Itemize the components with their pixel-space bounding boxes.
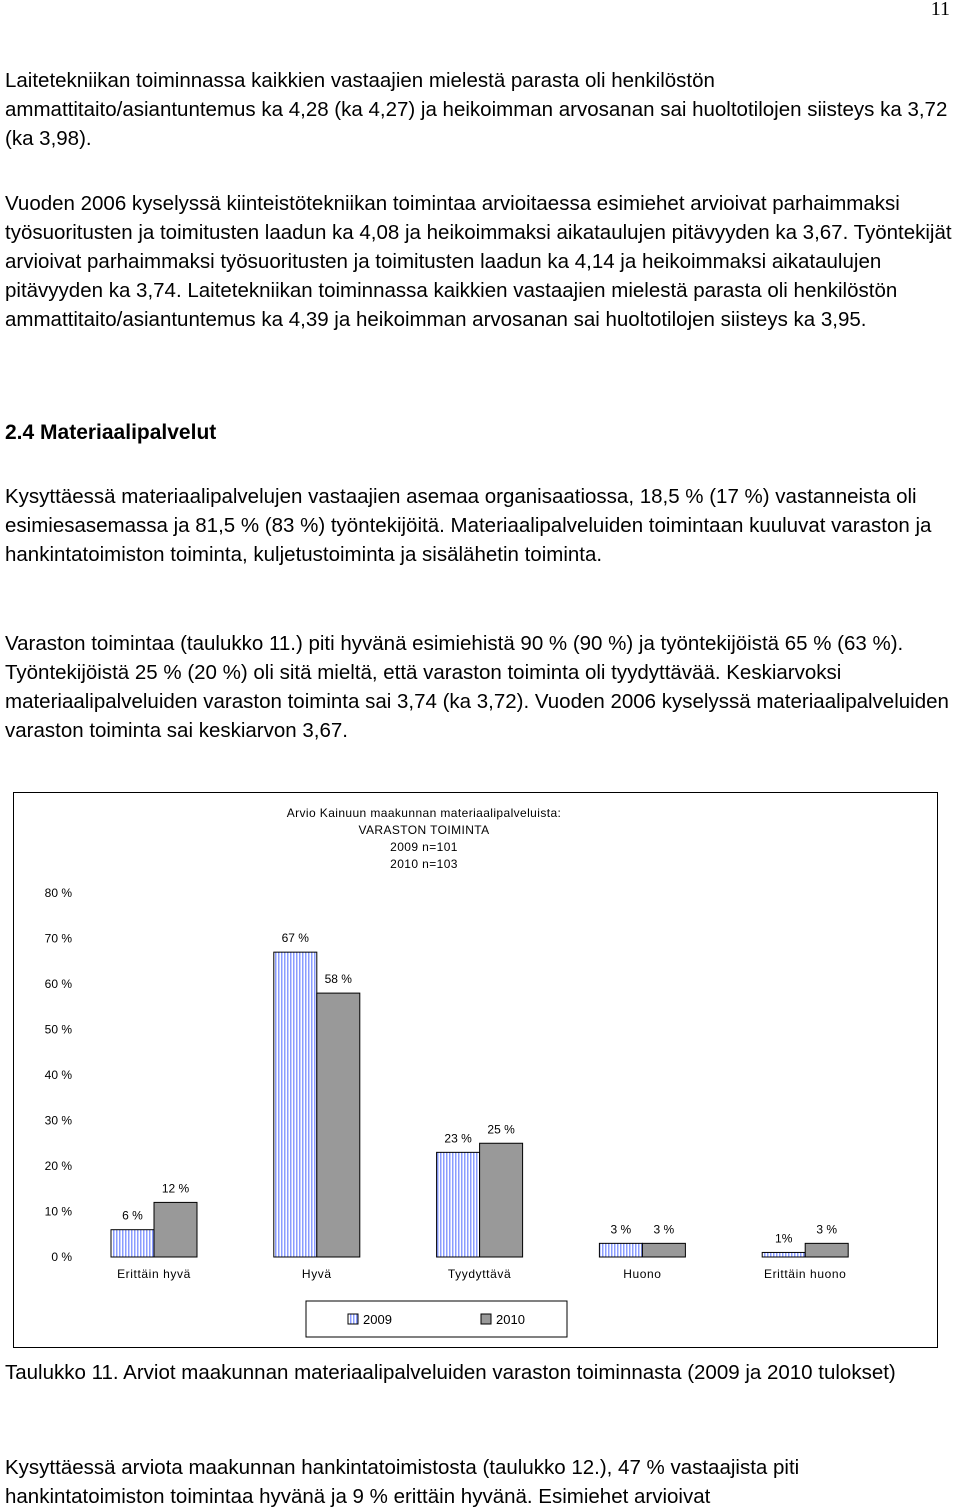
y-tick-label: 20 % (44, 1159, 72, 1173)
data-label: 3 % (653, 1222, 675, 1237)
bar-2010-1 (317, 993, 360, 1257)
data-label: 23 % (444, 1131, 472, 1146)
chart-title-line-2: VARASTON TOIMINTA (358, 823, 490, 837)
y-tick-label: 70 % (44, 931, 72, 946)
bar-2010-3 (642, 1243, 685, 1257)
data-label: 1% (775, 1231, 793, 1246)
bar-2009-4 (762, 1252, 805, 1257)
chart-title-line-3: 2009 n=101 (390, 840, 458, 854)
legend (306, 1301, 567, 1337)
y-tick-label: 50 % (44, 1022, 72, 1037)
chart-title-line-1: Arvio Kainuun maakunnan materiaalipalveluista: (286, 806, 562, 820)
data-label: 6 % (122, 1208, 143, 1223)
chart-title (287, 806, 562, 871)
bar-2010-2 (480, 1143, 523, 1257)
legend-swatch-2009 (348, 1314, 358, 1324)
bar-2009-2 (437, 1152, 480, 1257)
y-tick-label: 10 % (44, 1204, 72, 1219)
y-tick-label: 0 % (51, 1250, 72, 1264)
bar-chart (14, 793, 937, 1347)
data-label: 58 % (324, 972, 352, 987)
y-tick-label: 80 % (44, 886, 72, 900)
page-number: 11 (930, 0, 950, 20)
x-tick-label: Erittäin hyvä (117, 1267, 191, 1281)
data-label: 3 % (610, 1222, 632, 1237)
data-label: 3 % (816, 1222, 838, 1237)
paragraph-asema: Kysyttäessä materiaalipalvelujen vastaajien asemaa organisaatiossa, 18,5 % (17 %) vastanneista oli esimiesasemassa ja 81,5 % (83 %) työntekijöitä. Materiaalipalveluiden toimintaan kuuluvat varaston ja hankintatoimiston toiminta, kuljetustoiminta ja sisälähetin toiminta. (5, 485, 932, 566)
bar-2009-0 (111, 1230, 154, 1257)
bar-2009-1 (274, 952, 317, 1257)
paragraph-hankintatoimisto: Kysyttäessä arviota maakunnan hankintatoimistosta (taulukko 12.), 47 % vastaajista piti hankintatoimiston toimintaa hyvänä ja 9 % erittäin hyvänä. Esimiehet arvioivat (5, 1456, 800, 1508)
bar-2010-4 (805, 1243, 848, 1257)
chart-frame (13, 792, 938, 1348)
plot-area (45, 886, 905, 1281)
table-caption: Taulukko 11. Arviot maakunnan materiaalipalveluiden varaston toiminnasta (2009 ja 2010 tulokset) (5, 1361, 896, 1384)
x-tick-label: Huono (623, 1267, 662, 1281)
data-label: 12 % (161, 1181, 190, 1196)
legend-swatch-2010 (481, 1314, 491, 1324)
paragraph-laitetekniikka: Laitetekniikan toiminnassa kaikkien vastaajien mielestä parasta oli henkilöstön ammattitaito/asiantuntemus ka 4,28 (ka 4,27) ja heikoimman arvosanan sai huoltotilojen siisteys ka 3,72 (ka 3,98). (5, 69, 948, 150)
bar-2010-0 (154, 1202, 197, 1257)
y-tick-label: 60 % (44, 977, 72, 991)
x-tick-label: Hyvä (301, 1267, 332, 1281)
paragraph-vuoden-2006: Vuoden 2006 kyselyssä kiinteistötekniikan toimintaa arvioitaessa esimiehet arvioivat parhaimmaksi työsuoritusten ja toimitusten laadun ka 4,08 ja heikoimmaksi aikataulujen pitävyyden ka 3,67. Työntekijät arvioivat parhaimmaksi työsuoritusten ja toimitusten laadun ka 4,14 ja heikoimmaksi aikataulujen pitävyyden ka 3,74. Laitetekniikan toiminnassa kaikkien vastaajien mielestä parasta oli henkilöstön ammattitaito/asiantuntemus ka 4,39 ja heikoimman arvosanan sai huoltotilojen siisteys ka 3,95. (5, 192, 952, 331)
y-tick-label: 30 % (44, 1113, 72, 1128)
y-tick-label: 40 % (44, 1068, 72, 1082)
legend-box (306, 1301, 567, 1337)
data-label: 67 % (281, 931, 309, 946)
legend-label-2009: 2009 (363, 1312, 392, 1327)
bar-2009-3 (599, 1243, 642, 1257)
legend-label-2010: 2010 (496, 1312, 525, 1327)
data-label: 25 % (487, 1122, 515, 1137)
paragraph-varasto: Varaston toimintaa (taulukko 11.) piti hyvänä esimiehistä 90 % (90 %) ja työntekijöistä 65 % (63 %). Työntekijöistä 25 % (20 %) oli sitä mieltä, että varaston toiminta oli tyydyttävää. Keskiarvoksi materiaalipalveluiden varaston toiminta sai 3,74 (ka 3,72). Vuoden 2006 kyselyssä materiaalipalveluiden varaston toiminta sai keskiarvon 3,67. (5, 632, 949, 742)
x-tick-label: Erittäin huono (763, 1267, 847, 1281)
chart-title-line-4: 2010 n=103 (390, 857, 458, 871)
x-tick-label: Tyydyttävä (447, 1267, 512, 1281)
section-heading: 2.4 Materiaalipalvelut (5, 421, 217, 444)
